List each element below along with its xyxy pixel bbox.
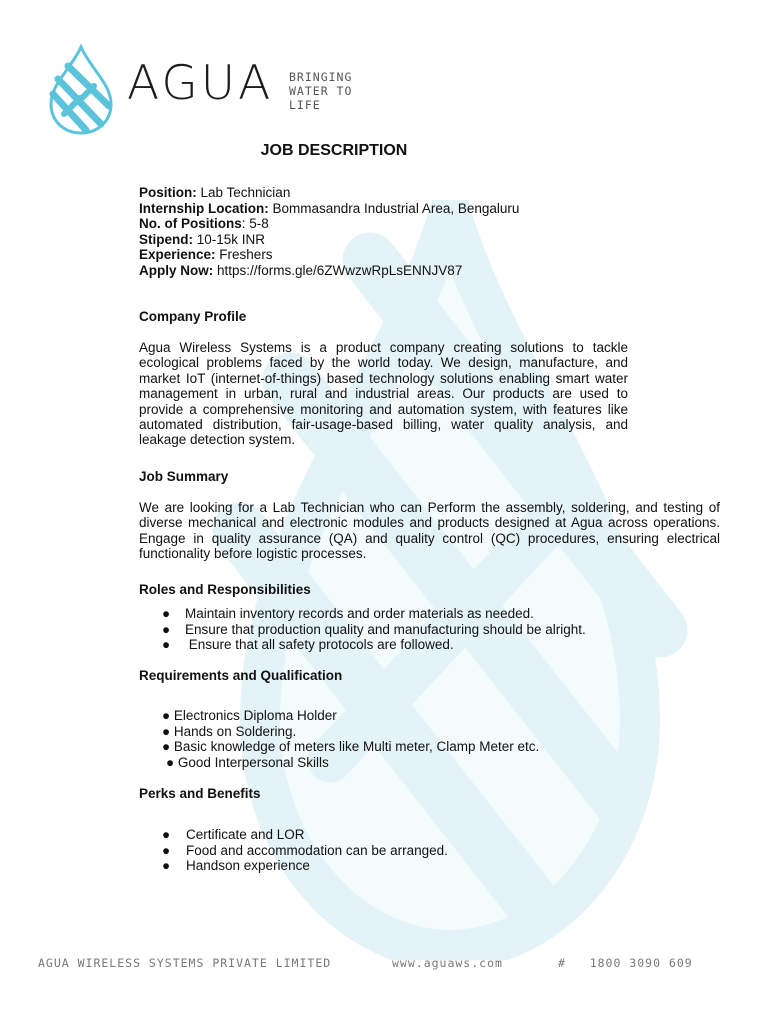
tagline-line: BRINGING [289,70,353,84]
perks-heading: Perks and Benefits [139,786,261,801]
job-summary-heading: Job Summary [139,469,229,484]
footer-website[interactable]: www.aguaws.com [392,956,503,970]
list-item: ● Basic knowledge of meters like Multi meter, Clamp Meter etc. [162,739,540,754]
list-item: ● Electronics Diploma Holder [162,708,337,723]
footer-phone: # 1800 3090 609 [558,956,693,970]
requirements-list [162,708,539,770]
agua-logo-drop-icon [46,44,116,136]
roles-list [162,606,586,653]
list-item: ● Ensure that production quality and manufacturing should be alright. [162,621,586,637]
job-summary-text: We are looking for a Lab Technician who can Perform the assembly, soldering, and testing of diverse mechanical and electronic modules and products designed at Agua across operations. Engage in quality assurance (QA) and quality control (QC) procedures, ensuring electrical functionality before logistic processes. [139,500,720,562]
detail-experience: Experience: Freshers [139,247,273,262]
apply-link[interactable]: https://forms.gle/6ZWwzwRpLsENNJV87 [213,262,463,278]
list-item: ● Handson experience [162,858,310,873]
list-item: ● Good Interpersonal Skills [166,754,329,770]
detail-stipend: Stipend: 10-15k INR [139,231,266,247]
footer-company: AGUA WIRELESS SYSTEMS PRIVATE LIMITED [38,956,332,970]
list-item: ● Hands on Soldering. [162,723,297,739]
requirements-heading: Requirements and Qualification [139,668,343,683]
company-profile-heading: Company Profile [139,309,247,324]
list-item: ● Food and accommodation can be arranged. [162,842,448,858]
tagline-line: LIFE [289,98,321,112]
job-details [139,185,519,278]
list-item: ● Maintain inventory records and order materials as needed. [162,606,534,621]
list-item: ● Certificate and LOR [162,827,305,842]
roles-heading: Roles and Responsibilities [139,582,311,597]
company-profile-text: Agua Wireless Systems is a product company creating solutions to tackle ecological problems faced by the world today. We design, manufacture, and market IoT (internet-of-things) based technology solutions enabling smart water management in urban, rural and industrial areas. Our products are used to provide a comprehensive monitoring and automation system, with features like automated distribution, fair-usage-based billing, water quality analysis, and leakage detection system. [139,340,628,448]
detail-apply: Apply Now: https://forms.gle/6ZWwzwRpLsENNJV87 [139,262,463,278]
tagline-line: WATER TO [289,84,353,98]
perks-list [162,827,448,874]
detail-position: Position: Lab Technician [139,185,291,200]
brand-tagline [289,70,352,112]
detail-positions-count: No. of Positions: 5-8 [139,216,269,231]
list-item: ● Ensure that all safety protocols are followed. [162,637,454,652]
document-title: JOB DESCRIPTION [260,142,408,159]
detail-location: Internship Location: Bommasandra Industrial Area, Bengaluru [139,200,520,216]
agua-wordmark: AGUA [127,56,274,111]
